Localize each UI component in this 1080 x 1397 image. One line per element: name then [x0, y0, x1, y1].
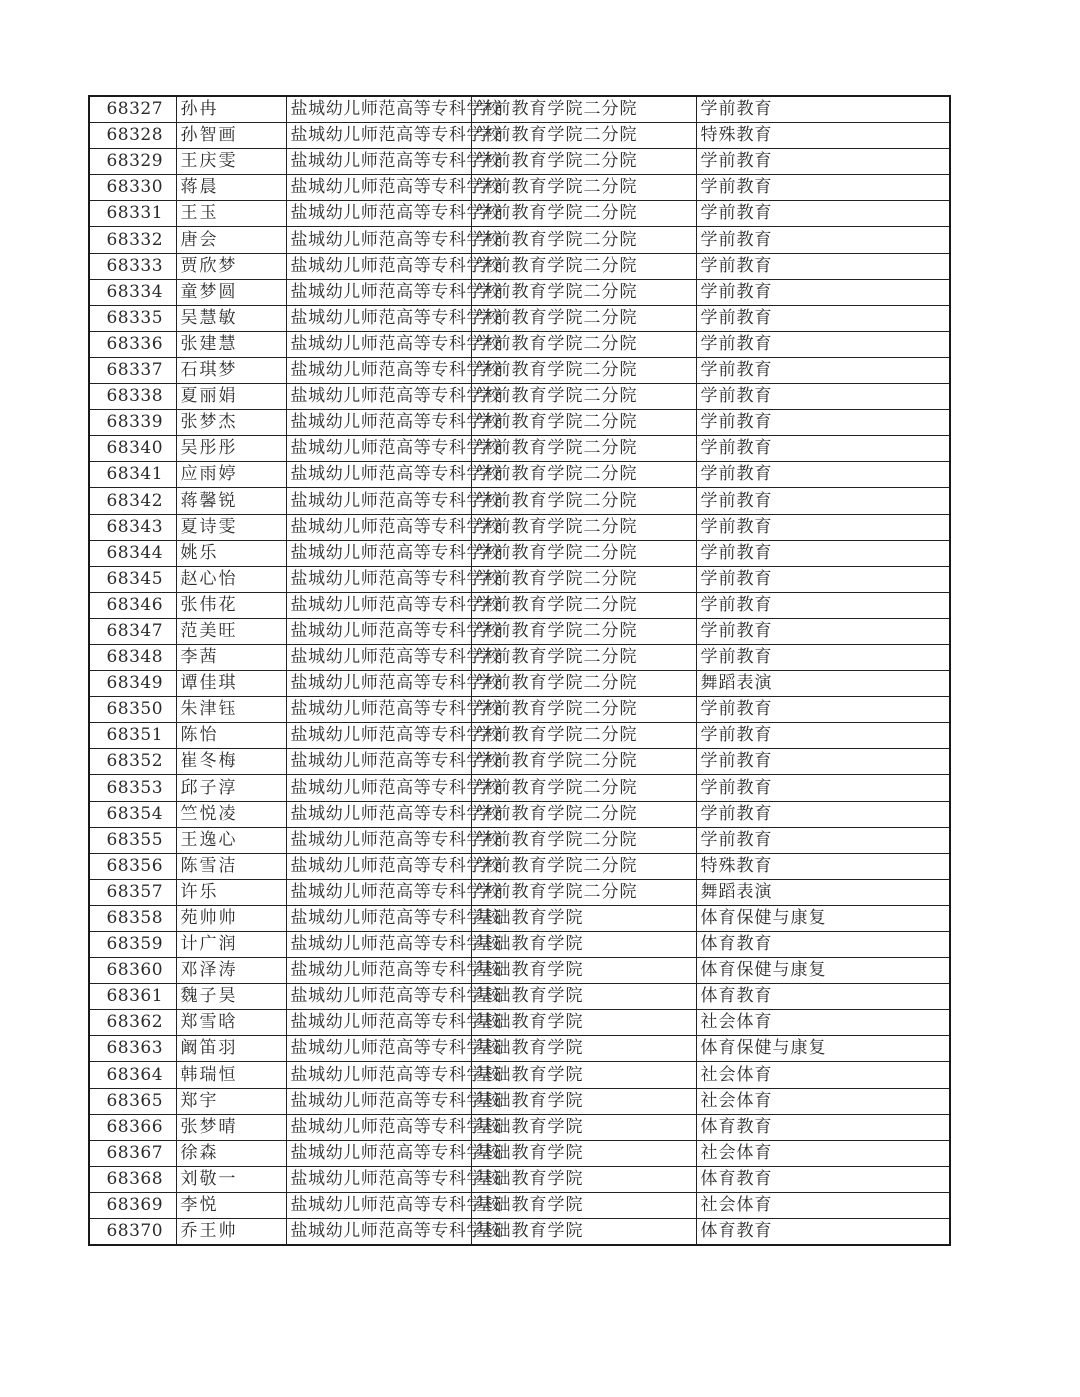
student-id-cell: 68346: [89, 592, 176, 618]
student-name-cell: 崔冬梅: [176, 749, 286, 775]
student-name-cell: 魏子昊: [176, 984, 286, 1010]
student-name-cell: 童梦圆: [176, 279, 286, 305]
school-cell: 盐城幼儿师范高等专科学校: [286, 671, 471, 697]
school-cell: 盐城幼儿师范高等专科学校: [286, 749, 471, 775]
school-cell: 盐城幼儿师范高等专科学校: [286, 566, 471, 592]
college-cell: 基础教育学院: [471, 1219, 696, 1246]
major-cell: 学前教育: [696, 723, 950, 749]
major-cell: 学前教育: [696, 566, 950, 592]
major-cell: 学前教育: [696, 514, 950, 540]
table-row: [89, 1010, 950, 1036]
school-cell: 盐城幼儿师范高等专科学校: [286, 540, 471, 566]
table-row: [89, 958, 950, 984]
student-id-cell: 68340: [89, 436, 176, 462]
roster-table: [88, 95, 951, 1246]
school-cell: 盐城幼儿师范高等专科学校: [286, 984, 471, 1010]
school-cell: 盐城幼儿师范高等专科学校: [286, 1088, 471, 1114]
student-id-cell: 68357: [89, 879, 176, 905]
student-id-cell: 68369: [89, 1192, 176, 1218]
school-cell: 盐城幼儿师范高等专科学校: [286, 1114, 471, 1140]
student-id-cell: 68347: [89, 618, 176, 644]
table-row: [89, 279, 950, 305]
school-cell: 盐城幼儿师范高等专科学校: [286, 462, 471, 488]
college-cell: 基础教育学院: [471, 1010, 696, 1036]
student-name-cell: 张梦晴: [176, 1114, 286, 1140]
college-cell: 学前教育学院二分院: [471, 227, 696, 253]
school-cell: 盐城幼儿师范高等专科学校: [286, 644, 471, 670]
school-cell: 盐城幼儿师范高等专科学校: [286, 618, 471, 644]
school-cell: 盐城幼儿师范高等专科学校: [286, 827, 471, 853]
student-id-cell: 68361: [89, 984, 176, 1010]
major-cell: 社会体育: [696, 1088, 950, 1114]
student-name-cell: 蒋馨锐: [176, 488, 286, 514]
table-row: [89, 592, 950, 618]
student-name-cell: 张建慧: [176, 331, 286, 357]
college-cell: 学前教育学院二分院: [471, 671, 696, 697]
student-name-cell: 许乐: [176, 879, 286, 905]
school-cell: 盐城幼儿师范高等专科学校: [286, 514, 471, 540]
table-row: [89, 853, 950, 879]
major-cell: 学前教育: [696, 410, 950, 436]
school-cell: 盐城幼儿师范高等专科学校: [286, 1166, 471, 1192]
college-cell: 学前教育学院二分院: [471, 331, 696, 357]
table-row: [89, 905, 950, 931]
college-cell: 基础教育学院: [471, 984, 696, 1010]
school-cell: 盐城幼儿师范高等专科学校: [286, 410, 471, 436]
student-name-cell: 吴慧敏: [176, 305, 286, 331]
student-id-cell: 68332: [89, 227, 176, 253]
student-id-cell: 68339: [89, 410, 176, 436]
major-cell: 学前教育: [696, 227, 950, 253]
student-id-cell: 68335: [89, 305, 176, 331]
major-cell: 学前教育: [696, 175, 950, 201]
student-name-cell: 竺悦凌: [176, 801, 286, 827]
school-cell: 盐城幼儿师范高等专科学校: [286, 592, 471, 618]
table-row: [89, 671, 950, 697]
school-cell: 盐城幼儿师范高等专科学校: [286, 1036, 471, 1062]
college-cell: 学前教育学院二分院: [471, 175, 696, 201]
table-row: [89, 644, 950, 670]
student-id-cell: 68344: [89, 540, 176, 566]
table-row: [89, 1114, 950, 1140]
school-cell: 盐城幼儿师范高等专科学校: [286, 331, 471, 357]
college-cell: 学前教育学院二分院: [471, 749, 696, 775]
school-cell: 盐城幼儿师范高等专科学校: [286, 149, 471, 175]
college-cell: 学前教育学院二分院: [471, 149, 696, 175]
school-cell: 盐城幼儿师范高等专科学校: [286, 932, 471, 958]
student-name-cell: 王逸心: [176, 827, 286, 853]
table-row: [89, 123, 950, 149]
student-name-cell: 张伟花: [176, 592, 286, 618]
student-id-cell: 68370: [89, 1219, 176, 1246]
table-row: [89, 227, 950, 253]
student-name-cell: 邓泽涛: [176, 958, 286, 984]
college-cell: 基础教育学院: [471, 932, 696, 958]
school-cell: 盐城幼儿师范高等专科学校: [286, 123, 471, 149]
school-cell: 盐城幼儿师范高等专科学校: [286, 853, 471, 879]
student-name-cell: 唐会: [176, 227, 286, 253]
major-cell: 特殊教育: [696, 853, 950, 879]
student-name-cell: 郑宇: [176, 1088, 286, 1114]
table-row: [89, 775, 950, 801]
school-cell: 盐城幼儿师范高等专科学校: [286, 305, 471, 331]
major-cell: 学前教育: [696, 201, 950, 227]
table-row: [89, 149, 950, 175]
school-cell: 盐城幼儿师范高等专科学校: [286, 775, 471, 801]
table-row: [89, 984, 950, 1010]
student-name-cell: 刘敬一: [176, 1166, 286, 1192]
student-name-cell: 李悦: [176, 1192, 286, 1218]
major-cell: 学前教育: [696, 253, 950, 279]
college-cell: 基础教育学院: [471, 1036, 696, 1062]
college-cell: 基础教育学院: [471, 905, 696, 931]
major-cell: 学前教育: [696, 540, 950, 566]
school-cell: 盐城幼儿师范高等专科学校: [286, 488, 471, 514]
table-row: [89, 932, 950, 958]
school-cell: 盐城幼儿师范高等专科学校: [286, 279, 471, 305]
student-name-cell: 邱子淳: [176, 775, 286, 801]
student-id-cell: 68328: [89, 123, 176, 149]
school-cell: 盐城幼儿师范高等专科学校: [286, 253, 471, 279]
student-id-cell: 68329: [89, 149, 176, 175]
table-row: [89, 1166, 950, 1192]
major-cell: 学前教育: [696, 96, 950, 123]
college-cell: 学前教育学院二分院: [471, 775, 696, 801]
student-id-cell: 68367: [89, 1140, 176, 1166]
table-row: [89, 1062, 950, 1088]
student-name-cell: 陈雪洁: [176, 853, 286, 879]
major-cell: 体育保健与康复: [696, 1036, 950, 1062]
student-name-cell: 陈怡: [176, 723, 286, 749]
student-name-cell: 孙冉: [176, 96, 286, 123]
student-id-cell: 68327: [89, 96, 176, 123]
table-row: [89, 566, 950, 592]
major-cell: 学前教育: [696, 644, 950, 670]
college-cell: 学前教育学院二分院: [471, 514, 696, 540]
table-row: [89, 723, 950, 749]
table-row: [89, 1192, 950, 1218]
major-cell: 学前教育: [696, 305, 950, 331]
major-cell: 体育教育: [696, 1219, 950, 1246]
table-row: [89, 253, 950, 279]
student-name-cell: 朱津钰: [176, 697, 286, 723]
school-cell: 盐城幼儿师范高等专科学校: [286, 958, 471, 984]
college-cell: 学前教育学院二分院: [471, 253, 696, 279]
school-cell: 盐城幼儿师范高等专科学校: [286, 905, 471, 931]
major-cell: 学前教育: [696, 149, 950, 175]
student-name-cell: 贾欣梦: [176, 253, 286, 279]
student-id-cell: 68343: [89, 514, 176, 540]
college-cell: 学前教育学院二分院: [471, 879, 696, 905]
major-cell: 学前教育: [696, 384, 950, 410]
table-row: [89, 436, 950, 462]
student-id-cell: 68338: [89, 384, 176, 410]
table-row: [89, 357, 950, 383]
school-cell: 盐城幼儿师范高等专科学校: [286, 801, 471, 827]
table-row: [89, 96, 950, 123]
school-cell: 盐城幼儿师范高等专科学校: [286, 1219, 471, 1246]
table-row: [89, 410, 950, 436]
student-id-cell: 68341: [89, 462, 176, 488]
student-name-cell: 赵心怡: [176, 566, 286, 592]
table-row: [89, 462, 950, 488]
student-id-cell: 68354: [89, 801, 176, 827]
student-id-cell: 68358: [89, 905, 176, 931]
college-cell: 基础教育学院: [471, 1140, 696, 1166]
student-id-cell: 68331: [89, 201, 176, 227]
college-cell: 学前教育学院二分院: [471, 853, 696, 879]
student-id-cell: 68345: [89, 566, 176, 592]
major-cell: 学前教育: [696, 592, 950, 618]
college-cell: 基础教育学院: [471, 958, 696, 984]
table-row: [89, 1219, 950, 1246]
student-id-cell: 68356: [89, 853, 176, 879]
student-id-cell: 68330: [89, 175, 176, 201]
table-row: [89, 1140, 950, 1166]
student-name-cell: 夏丽娟: [176, 384, 286, 410]
college-cell: 学前教育学院二分院: [471, 697, 696, 723]
major-cell: 学前教育: [696, 749, 950, 775]
table-row: [89, 879, 950, 905]
student-name-cell: 乔王帅: [176, 1219, 286, 1246]
student-id-cell: 68348: [89, 644, 176, 670]
college-cell: 学前教育学院二分院: [471, 618, 696, 644]
major-cell: 社会体育: [696, 1010, 950, 1036]
table-row: [89, 540, 950, 566]
student-id-cell: 68342: [89, 488, 176, 514]
school-cell: 盐城幼儿师范高等专科学校: [286, 723, 471, 749]
school-cell: 盐城幼儿师范高等专科学校: [286, 201, 471, 227]
major-cell: 舞蹈表演: [696, 879, 950, 905]
student-name-cell: 姚乐: [176, 540, 286, 566]
major-cell: 学前教育: [696, 436, 950, 462]
school-cell: 盐城幼儿师范高等专科学校: [286, 96, 471, 123]
major-cell: 体育保健与康复: [696, 958, 950, 984]
college-cell: 学前教育学院二分院: [471, 357, 696, 383]
college-cell: 基础教育学院: [471, 1088, 696, 1114]
major-cell: 学前教育: [696, 357, 950, 383]
student-id-cell: 68368: [89, 1166, 176, 1192]
table-row: [89, 201, 950, 227]
school-cell: 盐城幼儿师范高等专科学校: [286, 697, 471, 723]
table-row: [89, 488, 950, 514]
major-cell: 特殊教育: [696, 123, 950, 149]
student-id-cell: 68351: [89, 723, 176, 749]
student-id-cell: 68362: [89, 1010, 176, 1036]
school-cell: 盐城幼儿师范高等专科学校: [286, 1140, 471, 1166]
college-cell: 学前教育学院二分院: [471, 201, 696, 227]
table-row: [89, 618, 950, 644]
student-name-cell: 郑雪晗: [176, 1010, 286, 1036]
student-name-cell: 石琪梦: [176, 357, 286, 383]
college-cell: 学前教育学院二分院: [471, 644, 696, 670]
student-name-cell: 应雨婷: [176, 462, 286, 488]
school-cell: 盐城幼儿师范高等专科学校: [286, 1192, 471, 1218]
school-cell: 盐城幼儿师范高等专科学校: [286, 175, 471, 201]
college-cell: 学前教育学院二分院: [471, 540, 696, 566]
major-cell: 体育教育: [696, 1114, 950, 1140]
major-cell: 舞蹈表演: [696, 671, 950, 697]
table-row: [89, 331, 950, 357]
college-cell: 基础教育学院: [471, 1114, 696, 1140]
table-row: [89, 1036, 950, 1062]
college-cell: 学前教育学院二分院: [471, 827, 696, 853]
school-cell: 盐城幼儿师范高等专科学校: [286, 1062, 471, 1088]
college-cell: 基础教育学院: [471, 1192, 696, 1218]
school-cell: 盐城幼儿师范高等专科学校: [286, 1010, 471, 1036]
major-cell: 学前教育: [696, 331, 950, 357]
major-cell: 体育教育: [696, 932, 950, 958]
major-cell: 社会体育: [696, 1062, 950, 1088]
student-id-cell: 68349: [89, 671, 176, 697]
roster-body: [89, 96, 950, 1245]
student-name-cell: 苑帅帅: [176, 905, 286, 931]
student-id-cell: 68366: [89, 1114, 176, 1140]
major-cell: 学前教育: [696, 697, 950, 723]
table-row: [89, 697, 950, 723]
table-row: [89, 305, 950, 331]
student-id-cell: 68336: [89, 331, 176, 357]
college-cell: 学前教育学院二分院: [471, 723, 696, 749]
student-name-cell: 范美旺: [176, 618, 286, 644]
college-cell: 基础教育学院: [471, 1166, 696, 1192]
college-cell: 学前教育学院二分院: [471, 123, 696, 149]
table-row: [89, 801, 950, 827]
student-id-cell: 68360: [89, 958, 176, 984]
college-cell: 学前教育学院二分院: [471, 566, 696, 592]
major-cell: 体育教育: [696, 984, 950, 1010]
student-id-cell: 68352: [89, 749, 176, 775]
student-name-cell: 蒋晨: [176, 175, 286, 201]
student-id-cell: 68353: [89, 775, 176, 801]
student-name-cell: 王庆雯: [176, 149, 286, 175]
student-name-cell: 阚笛羽: [176, 1036, 286, 1062]
school-cell: 盐城幼儿师范高等专科学校: [286, 879, 471, 905]
major-cell: 体育教育: [696, 1166, 950, 1192]
college-cell: 学前教育学院二分院: [471, 305, 696, 331]
student-id-cell: 68364: [89, 1062, 176, 1088]
student-id-cell: 68334: [89, 279, 176, 305]
college-cell: 学前教育学院二分院: [471, 436, 696, 462]
table-row: [89, 384, 950, 410]
student-name-cell: 孙智画: [176, 123, 286, 149]
student-id-cell: 68355: [89, 827, 176, 853]
student-name-cell: 李茜: [176, 644, 286, 670]
college-cell: 基础教育学院: [471, 1062, 696, 1088]
student-id-cell: 68363: [89, 1036, 176, 1062]
table-row: [89, 175, 950, 201]
student-name-cell: 韩瑞恒: [176, 1062, 286, 1088]
college-cell: 学前教育学院二分院: [471, 410, 696, 436]
student-id-cell: 68337: [89, 357, 176, 383]
major-cell: 学前教育: [696, 827, 950, 853]
table-row: [89, 514, 950, 540]
student-name-cell: 夏诗雯: [176, 514, 286, 540]
table-row: [89, 1088, 950, 1114]
major-cell: 社会体育: [696, 1192, 950, 1218]
student-id-cell: 68350: [89, 697, 176, 723]
major-cell: 学前教育: [696, 618, 950, 644]
student-id-cell: 68359: [89, 932, 176, 958]
college-cell: 学前教育学院二分院: [471, 279, 696, 305]
major-cell: 学前教育: [696, 462, 950, 488]
school-cell: 盐城幼儿师范高等专科学校: [286, 384, 471, 410]
school-cell: 盐城幼儿师范高等专科学校: [286, 357, 471, 383]
college-cell: 学前教育学院二分院: [471, 96, 696, 123]
college-cell: 学前教育学院二分院: [471, 801, 696, 827]
student-name-cell: 吴彤彤: [176, 436, 286, 462]
student-name-cell: 张梦杰: [176, 410, 286, 436]
student-name-cell: 计广润: [176, 932, 286, 958]
college-cell: 学前教育学院二分院: [471, 384, 696, 410]
major-cell: 学前教育: [696, 488, 950, 514]
student-id-cell: 68365: [89, 1088, 176, 1114]
major-cell: 学前教育: [696, 801, 950, 827]
student-name-cell: 王玉: [176, 201, 286, 227]
college-cell: 学前教育学院二分院: [471, 462, 696, 488]
student-name-cell: 徐森: [176, 1140, 286, 1166]
college-cell: 学前教育学院二分院: [471, 592, 696, 618]
major-cell: 社会体育: [696, 1140, 950, 1166]
major-cell: 体育保健与康复: [696, 905, 950, 931]
table-row: [89, 749, 950, 775]
college-cell: 学前教育学院二分院: [471, 488, 696, 514]
student-id-cell: 68333: [89, 253, 176, 279]
school-cell: 盐城幼儿师范高等专科学校: [286, 227, 471, 253]
school-cell: 盐城幼儿师范高等专科学校: [286, 436, 471, 462]
table-row: [89, 827, 950, 853]
major-cell: 学前教育: [696, 775, 950, 801]
major-cell: 学前教育: [696, 279, 950, 305]
student-name-cell: 谭佳琪: [176, 671, 286, 697]
